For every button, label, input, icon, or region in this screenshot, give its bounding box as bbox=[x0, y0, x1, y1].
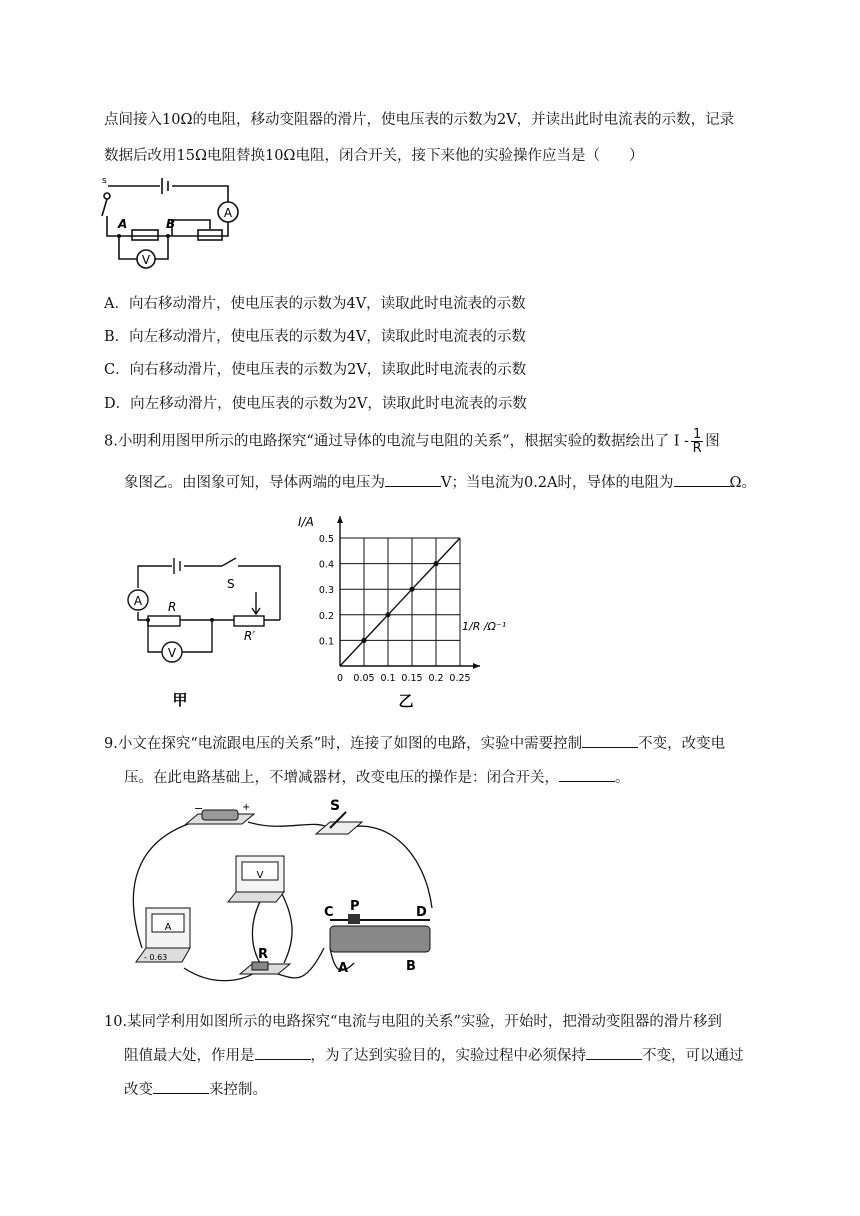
q10-line2-text: 阻值最大处，作用是 bbox=[124, 1048, 255, 1064]
q10-line3-text: 改变 bbox=[124, 1082, 153, 1098]
q9-resistor-label: R bbox=[258, 947, 269, 962]
q9-label-b: B bbox=[406, 959, 416, 974]
q7-option-c: C．向右移动滑片，使电压表的示数为2V，读取此时电流表的示数 bbox=[104, 362, 527, 378]
q9-voltmeter-label: V bbox=[256, 870, 264, 881]
y-tick-label: 0.1 bbox=[318, 636, 334, 648]
q9-battery-pos: + bbox=[242, 802, 251, 813]
q10-blank-purpose[interactable] bbox=[255, 1059, 311, 1060]
q8-blank-resistance[interactable] bbox=[674, 486, 730, 487]
q8-text-line1 bbox=[104, 428, 720, 455]
q8-line2-mid: V；当电流为0.2A时，导体的电阻为 bbox=[441, 475, 674, 491]
q9-label-c: C bbox=[324, 905, 334, 920]
q9-label-a: A bbox=[338, 961, 349, 976]
chart-ticks bbox=[319, 534, 471, 684]
q8-line2-text: 象图乙。由图象可知，导体两端的电压为 bbox=[124, 475, 385, 491]
q8-blank-voltage[interactable] bbox=[385, 486, 441, 487]
x-tick-label: 0 bbox=[336, 673, 344, 684]
x-axis-arrow bbox=[473, 663, 480, 669]
q10-line2-tail: 不变，可以通过 bbox=[642, 1048, 744, 1064]
q8-circuit-jia bbox=[124, 552, 294, 712]
q9-resistor bbox=[240, 947, 290, 974]
q8-graph-yi bbox=[296, 506, 522, 712]
q9-line1-tail: 不变，改变电 bbox=[638, 736, 726, 752]
q9-label-p: P bbox=[350, 899, 360, 914]
data-point bbox=[433, 561, 438, 566]
q10-text-line3 bbox=[124, 1078, 267, 1099]
q9-ammeter-terms: - 0.63 bbox=[144, 953, 168, 962]
data-point bbox=[409, 587, 414, 592]
q7-text-line2: 数据后改用15Ω电阻替换10Ω电阻，闭合开关，接下来他的实验操作应当是（ ） bbox=[104, 148, 644, 164]
q7-circuit-figure bbox=[98, 174, 248, 274]
y-tick-label: 0.4 bbox=[318, 559, 334, 571]
q8-switch-label: S bbox=[227, 577, 235, 591]
q10-line2-mid: ，为了达到实验目的，实验过程中必须保持 bbox=[310, 1048, 586, 1064]
q7-option-b: B．向左移动滑片，使电压表的示数为4V，读取此时电流表的示数 bbox=[104, 329, 526, 345]
q7-ammeter-label: A bbox=[223, 206, 233, 220]
x-tick-label: 0.2 bbox=[428, 673, 444, 684]
q10-line3-tail: 来控制。 bbox=[209, 1082, 267, 1098]
chart-ylabel: I/A bbox=[298, 515, 314, 529]
q9-ammeter-label: A bbox=[164, 922, 172, 933]
q9-battery bbox=[186, 802, 254, 824]
q7-point-a-label: A bbox=[118, 217, 128, 231]
q9-rheostat bbox=[324, 899, 430, 976]
q8-fraction bbox=[691, 428, 703, 455]
q8-frac-den: R bbox=[692, 441, 702, 456]
chart-series bbox=[340, 538, 460, 666]
q8-resistor-label: R bbox=[168, 600, 177, 614]
x-tick-label: 0.15 bbox=[401, 673, 423, 684]
y-axis-arrow bbox=[337, 516, 343, 523]
q9-voltmeter bbox=[228, 856, 284, 902]
q10-text-line1: 10.某同学利用如图所示的电路探究“电流与电阻的关系”实验，开始时，把滑动变阻器的滑片移到 bbox=[104, 1014, 722, 1030]
q10-blank-method[interactable] bbox=[153, 1093, 209, 1094]
q8-line2-tail: Ω。 bbox=[729, 475, 757, 491]
q9-text-line2 bbox=[124, 766, 630, 787]
q9-blank-operation[interactable] bbox=[559, 781, 615, 782]
q7-switch-label: s bbox=[102, 176, 107, 186]
q9-blank-control[interactable] bbox=[582, 747, 638, 748]
q8-fig-yi-caption: 乙 bbox=[398, 692, 414, 710]
q10-text-line2 bbox=[124, 1044, 744, 1065]
q9-battery-neg: − bbox=[194, 802, 204, 815]
q7-option-d: D．向左移动滑片，使电压表的示数为2V，读取此时电流表的示数 bbox=[104, 396, 527, 412]
chart-xlabel: 1/R /Ω⁻¹ bbox=[462, 620, 507, 633]
q8-rheostat bbox=[234, 616, 264, 626]
q9-line2-tail: 。 bbox=[615, 770, 630, 786]
q8-voltmeter-label: V bbox=[167, 646, 177, 660]
q8-line1-text: 8.小明利用图甲所示的电路探究“通过导体的电流与电阻的关系”，根据实验的数据绘出了 I - bbox=[104, 433, 690, 450]
x-tick-label: 0.05 bbox=[353, 673, 375, 684]
y-tick-label: 0.2 bbox=[318, 610, 334, 622]
q9-line2-text: 压。在此电路基础上，不增减器材，改变电压的操作是：闭合开关， bbox=[124, 770, 559, 786]
q10-blank-constant[interactable] bbox=[586, 1059, 642, 1060]
q9-switch bbox=[316, 798, 362, 834]
q8-frac-num: 1 bbox=[693, 427, 702, 442]
q8-ammeter-label: A bbox=[133, 594, 143, 608]
data-point bbox=[385, 612, 390, 617]
data-point bbox=[361, 638, 366, 643]
q8-text-line2 bbox=[124, 471, 756, 492]
q9-circuit-physical bbox=[124, 798, 454, 998]
q9-label-d: D bbox=[416, 905, 427, 920]
q9-text-line1 bbox=[104, 732, 725, 753]
q7-point-b-label: B bbox=[166, 217, 176, 231]
q7-option-a: A．向右移动滑片，使电压表的示数为4V，读取此时电流表的示数 bbox=[104, 296, 526, 312]
y-tick-label: 0.3 bbox=[318, 585, 334, 597]
y-tick-label: 0.5 bbox=[318, 534, 334, 545]
q8-resistor-r bbox=[148, 616, 180, 626]
q8-fig-jia-caption: 甲 bbox=[172, 691, 188, 709]
series-line bbox=[340, 538, 460, 666]
x-tick-label: 0.1 bbox=[380, 673, 396, 684]
q7-voltmeter-label: V bbox=[141, 253, 151, 267]
q8-rheostat-label: R′ bbox=[244, 629, 256, 643]
q8-line1-tail: 图 bbox=[705, 433, 720, 450]
q9-line1-text: 9.小文在探究“电流跟电压的关系”时，连接了如图的电路，实验中需要控制 bbox=[104, 736, 583, 752]
q9-switch-label: S bbox=[330, 798, 341, 814]
q9-ammeter bbox=[136, 908, 190, 962]
q7-text-line1: 点间接入10Ω的电阻，移动变阻器的滑片，使电压表的示数为2V，并读出此时电流表的示数，记录 bbox=[104, 112, 735, 128]
x-tick-label: 0.25 bbox=[449, 673, 471, 684]
